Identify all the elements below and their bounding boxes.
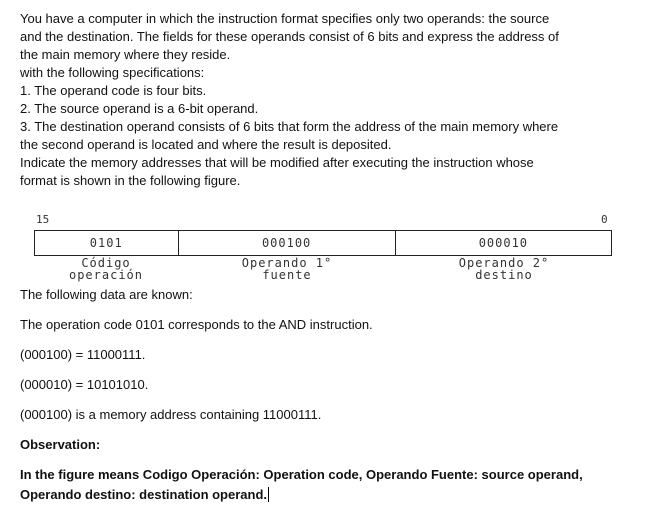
statement-line: the second operand is located and where the result is deposited. — [20, 137, 392, 152]
known-item: (000010) = 10101010. — [20, 377, 149, 392]
source-label-line2: fuente — [262, 268, 312, 282]
destination-label-line2: destino — [475, 268, 533, 282]
statement-line: 2. The source operand is a 6-bit operand. — [20, 101, 259, 116]
instruction-format-box — [34, 230, 612, 256]
statement-line: 1. The operand code is four bits. — [20, 83, 207, 98]
source-operand-field: 000100 — [179, 231, 396, 255]
known-item: (000100) = 11000111. — [20, 347, 146, 362]
statement-line: format is shown in the following figure. — [20, 173, 241, 188]
statement-line: Indicate the memory addresses that will be modified after executing the instruction whose — [20, 155, 534, 170]
source-operand-label — [178, 257, 396, 281]
statement-line: 3. The destination operand consists of 6 bits that form the address of the main memory where — [20, 119, 559, 134]
opcode-field: 0101 — [35, 231, 179, 255]
statement-line: the main memory where they reside. — [20, 47, 231, 62]
statement-line: with the following specifications: — [20, 65, 205, 80]
destination-operand-field: 000010 — [478, 236, 529, 250]
known-item: (000100) is a memory address containing 11000111. — [20, 407, 322, 422]
statement-line: and the destination. The fields for these operands consist of 6 bits and express the address of — [20, 29, 559, 44]
instruction-format-figure — [0, 205, 656, 295]
known-item: The operation code 0101 corresponds to the AND instruction. — [20, 317, 373, 332]
text-cursor — [268, 487, 269, 502]
source-label-line1: Operando 1° — [241, 256, 333, 270]
observation-heading: Observation: — [20, 437, 101, 452]
bit-label-low: 0 — [601, 213, 608, 226]
destination-label-line1: Operando 2° — [458, 256, 550, 270]
observation-line: In the figure means Codigo Operación: Operation code, Operando Fuente: source operand, — [20, 467, 583, 482]
statement-line: You have a computer in which the instruction format specifies only two operands: the source — [20, 11, 550, 26]
opcode-label-line1: Código — [81, 256, 131, 270]
opcode-label-line2: operación — [68, 268, 144, 282]
observation-line-last — [20, 486, 269, 504]
opcode-label — [34, 257, 178, 281]
problem-statement — [20, 10, 620, 190]
known-data-heading: The following data are known: — [20, 287, 193, 302]
observation-line-2: Operando destino: destination operand. — [20, 487, 268, 502]
bit-label-high: 15 — [36, 213, 50, 226]
destination-operand-label — [396, 257, 612, 281]
